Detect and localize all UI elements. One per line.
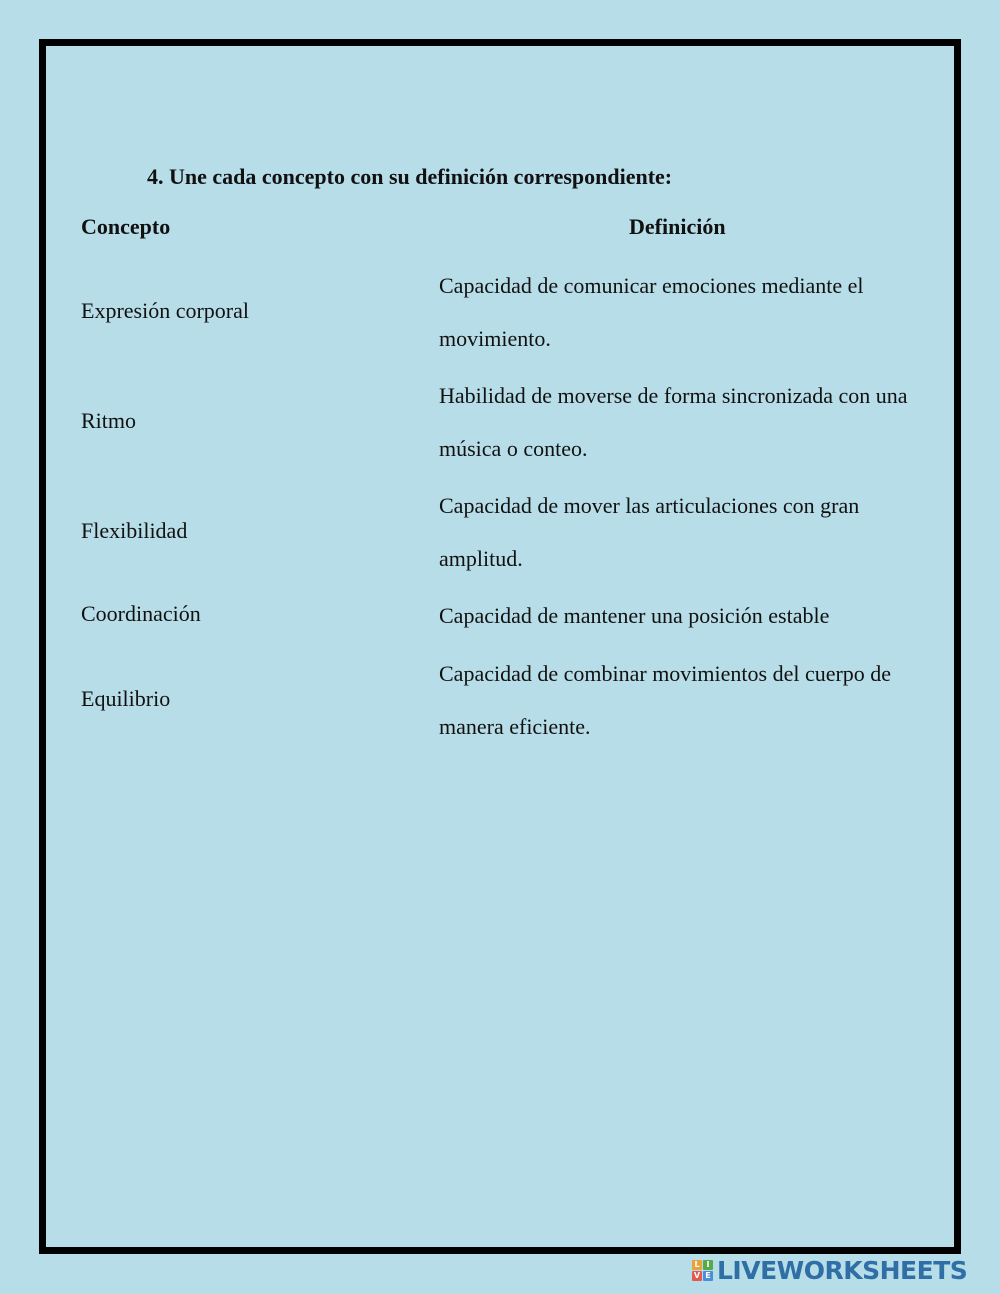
logo-mark-letter: E (703, 1271, 713, 1281)
logo-mark-letter: I (703, 1260, 713, 1270)
definition-item: Capacidad de combinar movimientos del cuerpo de manera eficiente. (439, 661, 892, 739)
logo-mark-letter: V (693, 1270, 701, 1280)
definition-item: Capacidad de comunicar emociones mediante el movimiento. (439, 273, 864, 351)
logo-mark-letter: L (692, 1260, 702, 1270)
definition-item: Habilidad de moverse de forma sincronizada con una música o conteo. (439, 383, 908, 461)
definition-item: Capacidad de mover las articulaciones con gran amplitud. (439, 493, 860, 571)
logo-text: LIVEWORKSHEETS (717, 1255, 968, 1285)
concept-item: Equilibrio (81, 686, 171, 711)
concept-item: Ritmo (81, 408, 137, 433)
instruction-text: 4. Une cada concepto con su definición correspondiente: (147, 164, 673, 189)
concept-item: Flexibilidad (81, 518, 188, 543)
definition-item: Capacidad de mantener una posición estable (439, 603, 830, 628)
concept-item: Expresión corporal (81, 298, 249, 323)
concept-item: Coordinación (81, 601, 201, 626)
column-header-concept: Concepto (81, 214, 171, 239)
liveworksheets-logo (692, 1255, 967, 1285)
logo-mark-icon (692, 1260, 713, 1281)
column-header-definition: Definición (629, 214, 726, 239)
